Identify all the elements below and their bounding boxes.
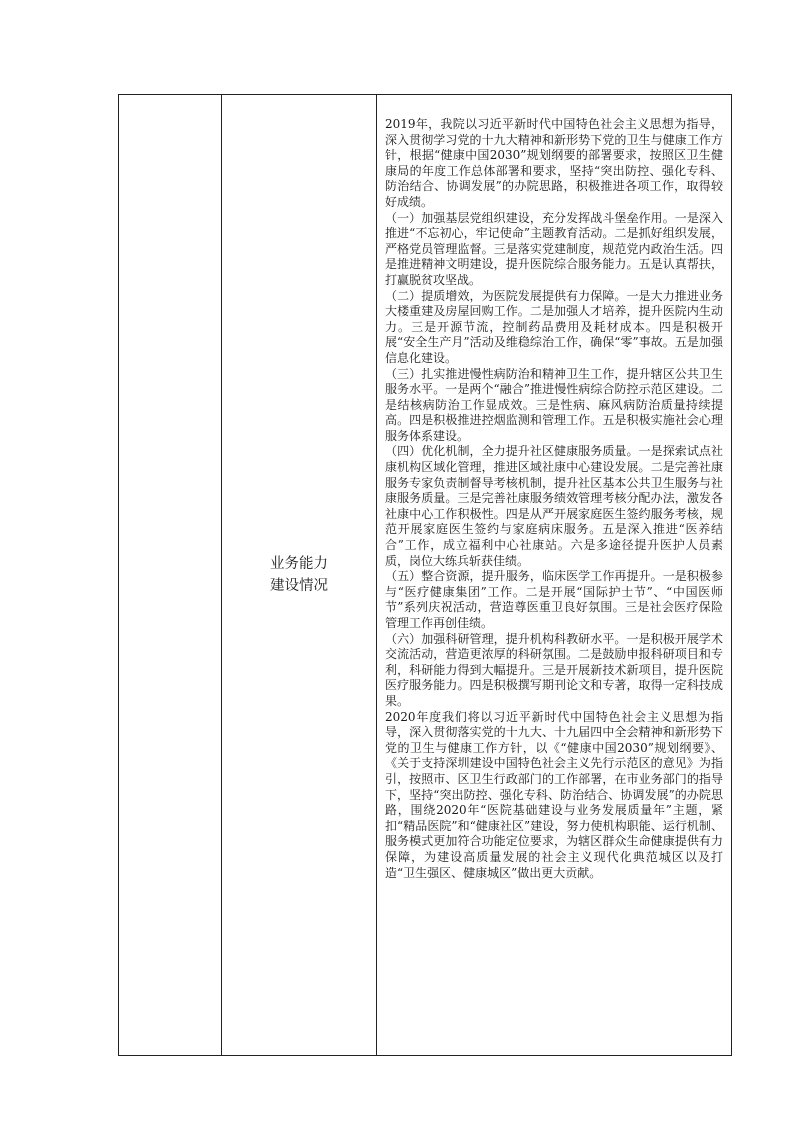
paragraph-2020-plan: 2020年度我们将以习近平新时代中国特色社会主义思想为指导，深入贯彻落实党的十九大、十九届四中全会精神和新形势下党的卫生与健康工作方针，以《“健康中国2030”规划纲要》、《关于支持深圳建设中国特色社会主义先行示范区的意见》为指引，按照市、区卫生行政部门的工作部署，在市业务部门的指导下，坚持“突出防控、强化专科、防治结合、协调发展”的办院思路，围绕2020年“医院基础建设与业务发展质量年”主题，紧扣“精品医院”和“健康社区”建设，努力使机构职能、运行机制、服务模式更加符合功能定位要求，为辖区群众生命健康提供有力保障，为建设高质量发展的社会主义现代化典范城区以及打造“卫生强区、健康城区”做出更大贡献。 bbox=[385, 709, 723, 880]
paragraph-chronic-disease: （三）扎实推进慢性病防治和精神卫生工作，提升辖区公共卫生服务水平。一是两个“融合”推进慢性病综合防控示范区建设。二是结核病防治工作显成效。三是性病、麻风病防治质量持续提高。四是积极推进控烟监测和管理工作。五是积极实施社会心理服务体系建设。 bbox=[385, 366, 723, 443]
paragraph-community-health: （四）优化机制，全力提升社区健康服务质量。一是探索试点社康机构区域化管理，推进区域社康中心建设发展。二是完善社康服务专家负责制督导考核机制，提升社区基本公共卫生服务与社康服务质量。三是完善社康服务绩效管理考核分配办法，激发各社康中心工作积极性。四是从严开展家庭医生签约服务考核，规范开展家庭医生签约与家庭病床服务。五是深入推进“医养结合”工作，成立福利中心社康站。六是多途径提升医护人员素质，岗位大练兵斩获佳绩。 bbox=[385, 444, 723, 568]
paragraph-clinical: （五）整合资源，提升服务，临床医学工作再提升。一是积极参与“医疗健康集团”工作。二是开展“国际护士节”、“中国医师节”系列庆祝活动，营造尊医重卫良好氛围。三是社会医疗保险管理工作再创佳绩。 bbox=[385, 569, 723, 630]
section-label-line: 业务能力 bbox=[270, 556, 328, 572]
label-cell bbox=[222, 95, 377, 1055]
section-label bbox=[270, 553, 328, 597]
section-label-line: 建设情况 bbox=[270, 578, 328, 594]
paragraph-intro: 2019年，我院以习近平新时代中国特色社会主义思想为指导，深入贯彻学习党的十九大精神和新形势下党的卫生与健康工作方针，根据“健康中国2030”规划纲要的部署要求，按照区卫生健康局的年度工作总体部署和要求，坚持“突出防控、强化专科、防治结合、协调发展”的办院思路，积极推进各项工作，取得较好成绩。 bbox=[385, 117, 723, 209]
paragraph-party-building: （一）加强基层党组织建设，充分发挥战斗堡垒作用。一是深入推进“不忘初心，牢记使命”主题教育活动。二是抓好组织发展，严格党员管理监督。三是落实党建制度，规范党内政治生活。四是推进精神文明建设，提升医院综合服务能力。五是认真帮扶，打赢脱贫攻坚战。 bbox=[385, 210, 723, 287]
paragraph-research: （六）加强科研管理，提升机构科教研水平。一是积极开展学术交流活动，营造更浓厚的科研氛围。二是鼓励申报科研项目和专利，科研能力得到大幅提升。三是开展新技术新项目，提升医院医疗服务能力。四是积极撰写期刊论文和专著，取得一定科技成果。 bbox=[385, 631, 723, 708]
content-cell bbox=[385, 117, 723, 881]
empty-cell bbox=[119, 95, 222, 1055]
paragraph-efficiency: （二）提质增效，为医院发展提供有力保障。一是大力推进业务大楼重建及房屋回购工作。二是加强人才培养，提升医院内生动力。三是开源节流，控制药品费用及耗材成本。四是积极开展“安全生产月”活动及维稳综治工作，确保“零”事故。五是加强信息化建设。 bbox=[385, 288, 723, 365]
form-table bbox=[118, 94, 732, 1056]
